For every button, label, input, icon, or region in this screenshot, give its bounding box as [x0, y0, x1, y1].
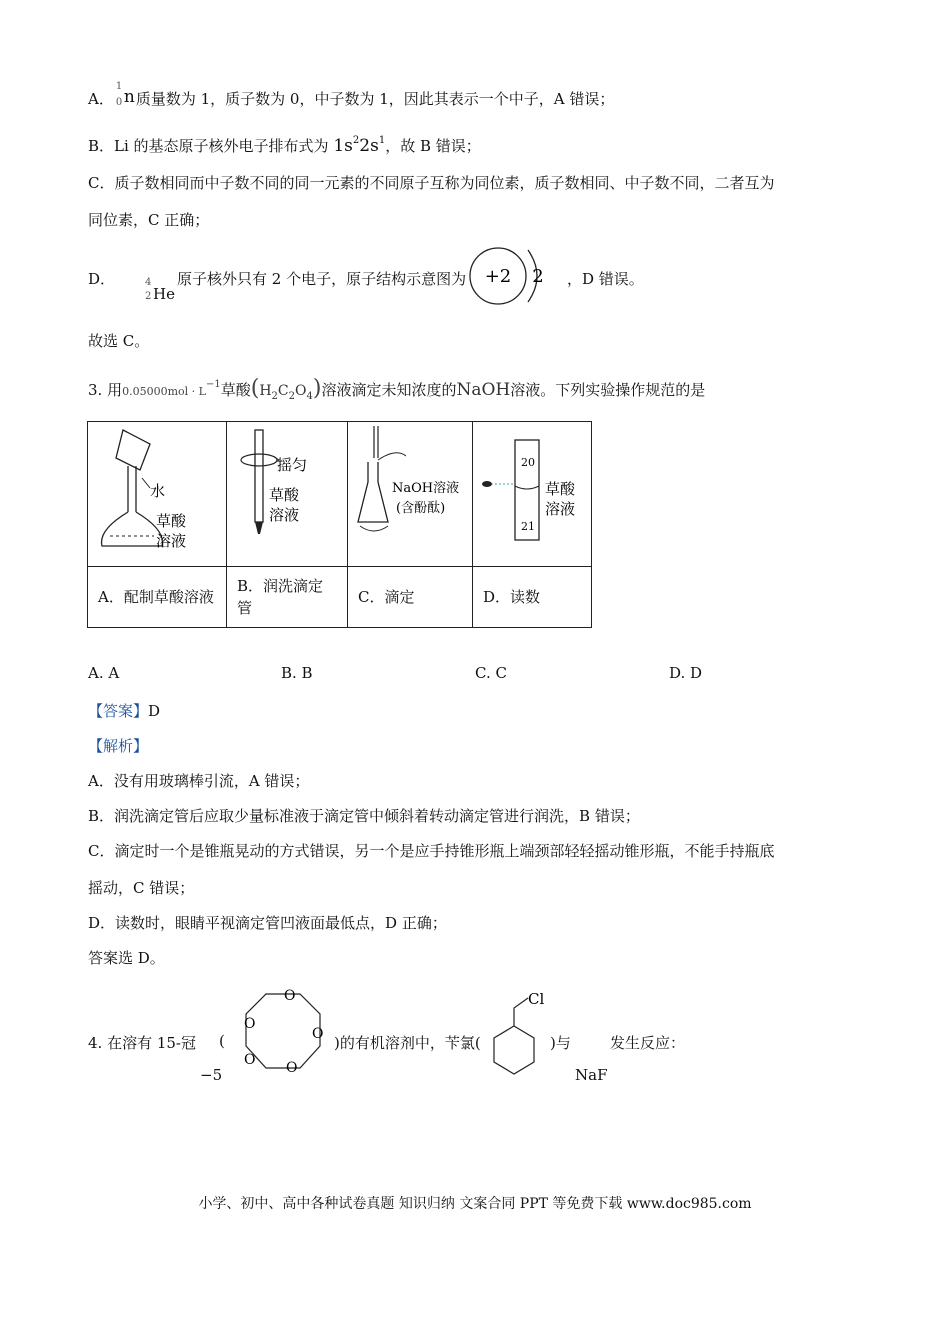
- eye-icon: [482, 481, 492, 487]
- q3-text-end: 溶液。下列实验操作规范的是: [510, 381, 706, 399]
- flask-body: [102, 512, 163, 546]
- q3-naoh: NaOH: [456, 380, 511, 400]
- f-4: 4: [306, 391, 313, 402]
- line-d-text: 原子核外只有 2 个电子，原子结构示意图为: [177, 270, 467, 288]
- question-4-prefix: 4. 在溶有 15-冠: [88, 1034, 197, 1052]
- burette-tube: [255, 430, 263, 522]
- mass-number: 1: [115, 81, 123, 92]
- conclusion-q2: 故选 C。: [88, 332, 150, 350]
- option-label-a: A．: [88, 90, 114, 108]
- volumetric-flask-diagram: [88, 422, 226, 562]
- burette-tip: [255, 522, 263, 534]
- line-d-end: ，D 错误。: [567, 270, 644, 288]
- answer-line: [88, 700, 160, 721]
- figure-a: [88, 422, 227, 567]
- beaker: [116, 430, 150, 470]
- option-label-d: D．: [88, 270, 116, 288]
- config-2s-sup: 1: [378, 135, 386, 146]
- crown-ring: [246, 994, 320, 1068]
- oxygen-2: O: [284, 988, 296, 1004]
- page-footer[interactable]: 小学、初中、高中各种试卷真题 知识归纳 文案合同 PPT 等免费下载 www.doc985.com: [198, 1196, 752, 1212]
- options-table: [87, 421, 592, 628]
- neutron-nuclide: [114, 81, 136, 111]
- shell-electrons: 2: [532, 266, 544, 287]
- config-1s: 1s: [333, 136, 353, 156]
- burette-c: [374, 426, 378, 458]
- f-2a: 2: [271, 391, 278, 402]
- oxygen-4: O: [286, 1060, 298, 1076]
- q3-prefix: 3. 用: [88, 381, 123, 399]
- answer-value: D: [148, 702, 161, 720]
- ch2-bond: [514, 998, 528, 1026]
- line-b-text: B．Li 的基态原子核外电子排布式为: [88, 137, 329, 155]
- crown-ether-suffix: −5: [200, 1066, 223, 1084]
- config-1s-sup: 2: [352, 135, 360, 146]
- electron-configuration: [333, 136, 385, 156]
- q4-mid-text: )的有机溶剂中，苄氯(: [334, 1034, 481, 1052]
- analysis-c-cont: 摇动，C 错误；: [88, 879, 195, 897]
- water-pointer: [142, 478, 150, 488]
- burette-rinse-diagram: [227, 422, 347, 562]
- analysis-c: C．滴定时一个是锥瓶晃动的方式错误，另一个是应手持锥形瓶上端颈部轻轻摇动锥形瓶，不能手持瓶底: [88, 842, 775, 860]
- q3-text: 溶液滴定未知浓度的: [321, 381, 457, 399]
- f-h: H: [259, 383, 272, 399]
- flask-neck: [128, 466, 136, 512]
- water-label: 水: [150, 482, 166, 500]
- line-a-text: 质量数为 1，质子数为 0，中子数为 1，因此其表示一个中子，A 错误；: [135, 90, 615, 108]
- f-c: C: [277, 383, 289, 399]
- rotation-arrow: [241, 454, 277, 466]
- analysis-conclusion: 答案选 D。: [88, 949, 165, 967]
- q4-and: )与: [550, 1034, 571, 1052]
- oxalic-label-d2: 溶液: [545, 500, 576, 518]
- table-label-b: B．润洗滴定管: [227, 567, 348, 628]
- answer-line-d: [88, 268, 467, 303]
- q4-end: 发生反应：: [610, 1034, 686, 1052]
- label-row: [88, 567, 592, 628]
- table-label-d: D．读数: [473, 567, 592, 628]
- answer-line-c-cont: 同位素，C 正确；: [88, 211, 210, 229]
- reading-diagram: [473, 422, 591, 562]
- oxalic-label-b2: 溶液: [269, 506, 300, 524]
- table-label-a: A．配制草酸溶液: [88, 567, 227, 628]
- benzyl-chloride-structure: [488, 986, 552, 1086]
- nuclide-symbol: n: [123, 87, 135, 107]
- answer-line-b: [88, 135, 481, 156]
- figure-c: [348, 422, 473, 567]
- f-2b: 2: [288, 391, 295, 402]
- conical-flask: [358, 462, 388, 522]
- crown-ether-structure: [222, 984, 334, 1084]
- q3-acid: 草酸: [220, 381, 251, 399]
- choice-c[interactable]: C. C: [475, 664, 507, 682]
- f-o: O: [295, 383, 307, 399]
- he-atomic-number: 2: [145, 291, 152, 302]
- q3-close-paren: ): [312, 376, 322, 401]
- oxalic-label-a2: 溶液: [156, 532, 187, 550]
- analysis-b: B．润洗滴定管后应取少量标准液于滴定管中倾斜着转动滴定管进行润洗，B 错误；: [88, 807, 640, 825]
- oxygen-1: O: [244, 1016, 256, 1032]
- naf-label: NaF: [575, 1066, 608, 1084]
- oxalic-label-a1: 草酸: [156, 512, 187, 530]
- analysis-a: A．没有用玻璃棒引流，A 错误；: [88, 772, 310, 790]
- choice-a[interactable]: A. A: [88, 664, 120, 682]
- he-mass-number: 4: [145, 277, 152, 288]
- hand-c: [378, 453, 406, 460]
- nucleus-charge: +2: [484, 266, 512, 287]
- q3-concentration: 0.05000mol · L: [122, 385, 206, 398]
- naoh-label: NaOH溶液: [392, 481, 460, 496]
- oxygen-3: O: [312, 1026, 324, 1042]
- figure-row: [88, 422, 592, 567]
- oxalic-label-b1: 草酸: [269, 486, 300, 504]
- helium-nuclide: [115, 277, 175, 303]
- he-symbol: He: [153, 285, 175, 303]
- benzene-ring: [494, 1026, 534, 1074]
- choice-d[interactable]: D. D: [669, 664, 703, 682]
- answer-line-c: C．质子数相同而中子数不同的同一元素的不同原子互称为同位素，质子数相同、中子数不同，二者互为: [88, 174, 775, 192]
- question-3: [88, 376, 705, 401]
- table-label-c: C．滴定: [348, 567, 473, 628]
- hand-bottom: [360, 526, 388, 531]
- titration-diagram: [348, 422, 472, 562]
- atomic-number: 0: [115, 97, 123, 108]
- choice-b[interactable]: B. B: [281, 664, 313, 682]
- oxygen-5: O: [244, 1052, 256, 1068]
- meniscus: [515, 486, 539, 489]
- phenolphthalein-label: (含酚酞): [396, 501, 446, 516]
- q3-open-paren: (: [250, 376, 260, 401]
- shake-label: 摇匀: [277, 456, 308, 474]
- q3-conc-sup: −1: [205, 379, 221, 390]
- chlorine-label: Cl: [528, 990, 545, 1008]
- mark-21: 21: [521, 520, 535, 533]
- q4-open-paren: (: [219, 1032, 225, 1050]
- atomic-structure-diagram: [468, 244, 568, 308]
- oxalic-label-d1: 草酸: [545, 480, 576, 498]
- oxalic-formula: [259, 383, 313, 402]
- mark-20: 20: [521, 456, 535, 469]
- config-2s: 2s: [359, 136, 379, 156]
- figure-b: [227, 422, 348, 567]
- answer-line-a: [88, 81, 615, 111]
- answer-tag: 【答案】: [88, 702, 149, 720]
- figure-d: [473, 422, 592, 567]
- analysis-tag: 【解析】: [88, 737, 149, 755]
- line-b-end: ，故 B 错误；: [385, 137, 481, 155]
- analysis-d: D．读数时，眼睛平视滴定管凹液面最低点，D 正确；: [88, 914, 447, 932]
